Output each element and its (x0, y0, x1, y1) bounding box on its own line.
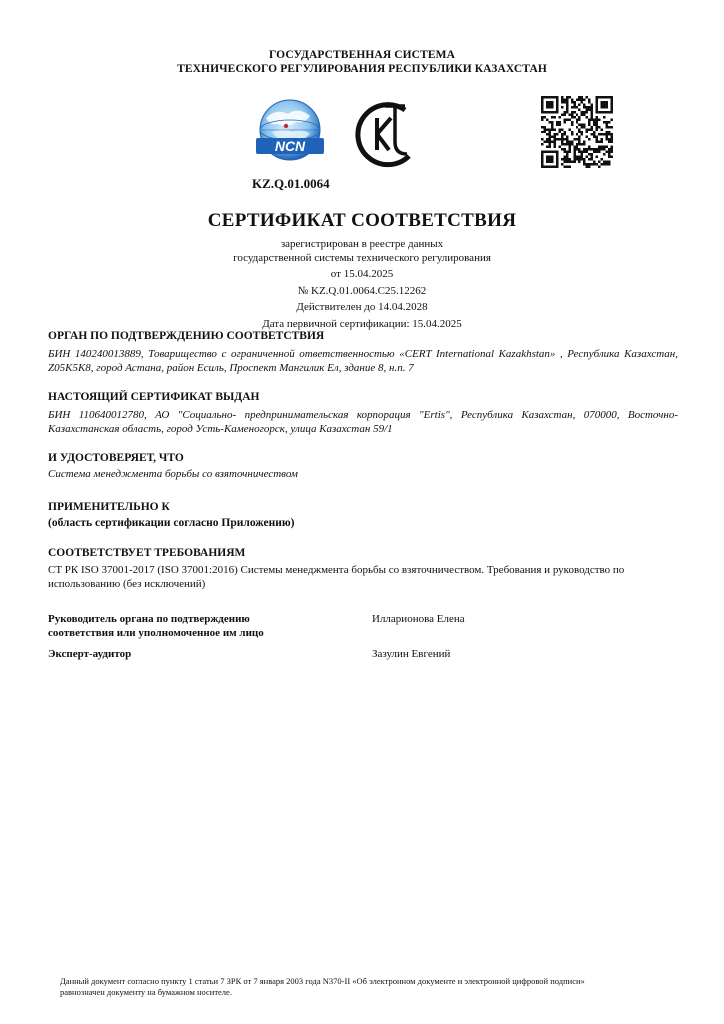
certifies-text: Система менеджмента борьбы со взяточничеством (48, 468, 298, 480)
registration-number: № KZ.Q.01.0064.С25.12262 (297, 284, 427, 297)
head-signatory-label (48, 612, 348, 640)
registration-code: KZ.Q.01.0064 (252, 176, 330, 191)
head-signatory-name: Илларионова Елена (372, 613, 465, 625)
qr-code-icon (541, 96, 613, 168)
registration-line1: зарегистрирован в реестре данных (280, 238, 444, 250)
conforms-text: СТ РК ISO 37001-2017 (ISO 37001:2016) Системы менеджмента борьбы со взяточничеством. Требования и руководство по использованию (без исключений) (48, 564, 625, 590)
system-header (0, 48, 724, 76)
first-certification-date: Дата первичной сертификации: 15.04.2025 (262, 317, 462, 330)
system-header-line2: ТЕХНИЧЕСКОГО РЕГУЛИРОВАНИЯ РЕСПУБЛИКИ КАЗАХСТАН (177, 63, 547, 75)
applies-title: ПРИМЕНИТЕЛЬНО К (48, 501, 170, 513)
organ-text: БИН 140240013889, Товарищество с ограниченной ответственностью «CERT International Kazakhstan» , Республика Казахстан, Z05K5K8, город Астана, район Есиль, Проспект Мангилик Ел, здание 8, н.п. 7 (48, 348, 678, 374)
ncn-logo-icon (252, 96, 328, 168)
expert-name: Зазулин Евгений (372, 648, 451, 660)
certifies-title: И УДОСТОВЕРЯЕТ, ЧТО (48, 452, 184, 464)
issued-text: БИН 110640012780, АО "Социально- предпринимательская корпорация "Ertis", Республика Казахстан, 070000, Восточно-Казахстанская область, город Усть-Каменогорск, улица Казахстан 59/1 (48, 409, 678, 435)
applies-section (48, 500, 678, 530)
certifies-section (48, 451, 678, 481)
conforms-title: СООТВЕТСТВУЕТ ТРЕБОВАНИЯМ (48, 547, 246, 559)
organ-title: ОРГАН ПО ПОДТВЕРЖДЕНИЮ СООТВЕТСТВИЯ (48, 330, 325, 342)
conforms-section (48, 546, 678, 591)
head-label-line2: соответствия или уполномоченное им лицо (48, 627, 264, 639)
expert-label: Эксперт-аудитор (48, 648, 132, 660)
certificate-title: СЕРТИФИКАТ СООТВЕТСТВИЯ (207, 210, 517, 231)
kt-mark-icon (349, 98, 421, 170)
head-label-line1: Руководитель органа по подтверждению (48, 613, 250, 625)
registration-date: от 15.04.2025 (330, 268, 394, 280)
footer-line2: равнозначен документу на бумажном носителе. (60, 987, 232, 997)
footer-line1: Данный документ согласно пункту 1 статьи 7 ЗРК от 7 января 2003 года N370-II «Об электронном документе и электронной цифровой подписи» (60, 976, 585, 986)
issued-section (48, 390, 678, 436)
issued-title: НАСТОЯЩИЙ СЕРТИФИКАТ ВЫДАН (48, 391, 260, 403)
organ-section (48, 329, 678, 375)
registration-line2: государственной системы технического регулирования (233, 251, 491, 264)
ncn-logo-text: NCN (274, 138, 306, 154)
legal-footer (60, 976, 670, 998)
applies-scope: (область сертификации согласно Приложению) (48, 517, 295, 529)
valid-until: Действителен до 14.04.2028 (296, 301, 428, 313)
system-header-line1: ГОСУДАРСТВЕННАЯ СИСТЕМА (269, 49, 455, 61)
registration-info (0, 238, 724, 331)
